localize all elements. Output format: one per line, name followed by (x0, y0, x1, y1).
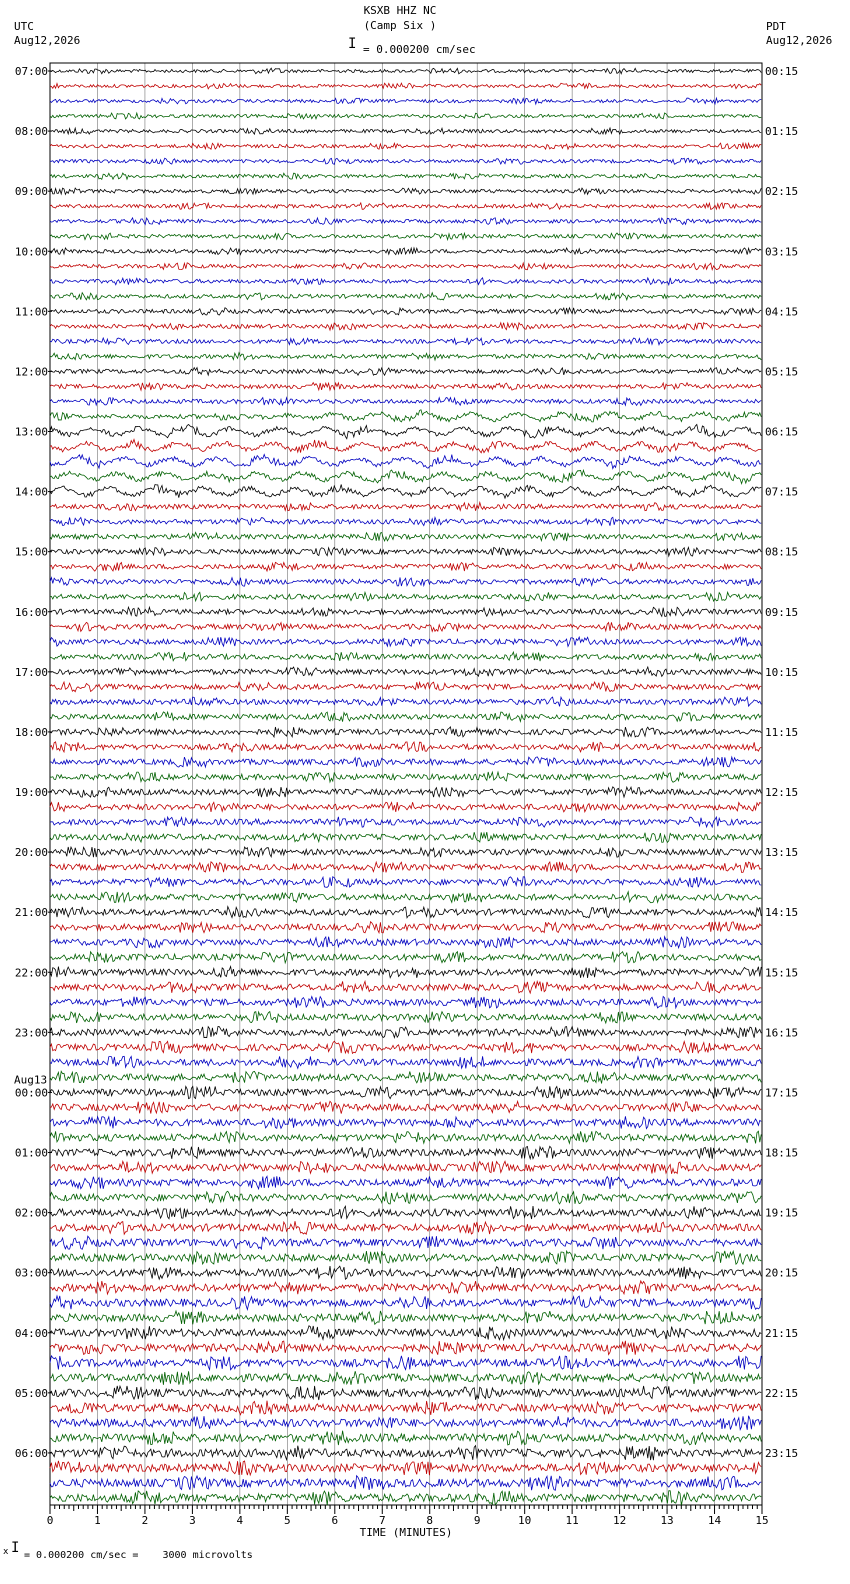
seismic-trace (50, 1116, 761, 1128)
utc-hour-label: 22:00 (14, 966, 48, 980)
seismic-trace (50, 981, 761, 993)
seismic-trace (50, 218, 761, 225)
seismic-trace (50, 293, 761, 300)
seismic-trace (50, 1311, 761, 1324)
left-timezone-label: UTC (14, 20, 34, 33)
seismic-trace (50, 757, 761, 767)
seismic-trace (50, 1401, 761, 1415)
hour-labels (14, 65, 798, 1460)
x-tick-label: 11 (565, 1514, 579, 1527)
x-tick-label: 0 (46, 1514, 54, 1527)
x-tick-label: 5 (284, 1514, 291, 1527)
seismic-trace (50, 877, 761, 888)
utc-hour-label: 09:00 (14, 185, 48, 199)
seismic-trace (50, 1461, 761, 1475)
seismic-trace (50, 547, 761, 556)
seismic-trace (50, 937, 761, 948)
utc-hour-label: 16:00 (14, 605, 48, 619)
seismic-trace (50, 1371, 761, 1385)
utc-hour-label: 17:00 (14, 665, 48, 679)
utc-hour-label: 19:00 (14, 786, 48, 800)
seismic-trace (50, 697, 761, 706)
pdt-hour-label: 15:15 (765, 966, 799, 980)
seismic-trace (50, 652, 761, 661)
seismic-trace (50, 368, 761, 376)
seismic-trace (50, 203, 761, 210)
plot-frame (50, 63, 762, 1505)
pdt-hour-label: 23:15 (765, 1446, 799, 1460)
seismic-trace (50, 1476, 761, 1491)
seismic-trace (50, 967, 761, 978)
utc-hour-label: 13:00 (14, 425, 48, 439)
pdt-hour-label: 04:15 (765, 305, 799, 319)
time-axis (47, 1505, 769, 1539)
pdt-hour-label: 00:15 (765, 65, 799, 78)
seismic-trace (50, 517, 761, 525)
seismic-trace (50, 832, 761, 842)
pdt-hour-label: 13:15 (765, 846, 799, 860)
pdt-hour-label: 18:15 (765, 1146, 799, 1160)
seismic-trace (50, 922, 761, 933)
seismic-trace (50, 532, 761, 541)
right-timezone-label: PDT (766, 20, 786, 33)
x-tick-label: 14 (707, 1514, 722, 1527)
seismic-trace (50, 817, 761, 827)
seismic-trace (50, 1041, 761, 1053)
seismic-trace (50, 454, 761, 468)
time-gridlines (50, 63, 762, 1505)
seismic-trace (50, 1131, 761, 1143)
seismic-trace (50, 1491, 761, 1506)
seismic-trace (50, 338, 761, 345)
seismic-trace (50, 188, 761, 194)
seismic-trace (50, 997, 761, 1008)
seismic-trace (50, 1086, 761, 1098)
footer-scale-bar-icon: I (11, 1540, 20, 1556)
seismic-traces (50, 68, 761, 1505)
seismic-trace (50, 742, 761, 752)
utc-hour-label: 01:00 (14, 1146, 48, 1160)
pdt-hour-label: 16:15 (765, 1026, 799, 1040)
pdt-hour-label: 19:15 (765, 1206, 799, 1220)
seismic-trace (50, 263, 761, 270)
x-tick-label: 13 (660, 1514, 674, 1527)
seismic-trace (50, 1296, 761, 1310)
seismic-trace (50, 892, 761, 903)
right-date-label: Aug12,2026 (766, 34, 833, 47)
seismic-trace (50, 1206, 761, 1219)
utc-hour-label: 18:00 (14, 725, 48, 739)
pdt-hour-label: 20:15 (765, 1266, 799, 1280)
pdt-hour-label: 08:15 (765, 545, 799, 559)
pdt-hour-label: 02:15 (765, 185, 799, 199)
utc-hour-label: 02:00 (14, 1206, 48, 1220)
utc-hour-label: 20:00 (14, 846, 48, 860)
seismic-trace (50, 847, 761, 857)
utc-hour-label: 07:00 (14, 65, 48, 78)
utc-hour-label: 06:00 (14, 1446, 48, 1460)
utc-hour-label: 08:00 (14, 125, 48, 139)
pdt-hour-label: 12:15 (765, 786, 799, 800)
pdt-hour-label: 11:15 (765, 725, 799, 739)
seismic-trace (50, 667, 761, 676)
x-tick-label: 1 (94, 1514, 101, 1527)
seismic-trace (50, 772, 761, 782)
scale-label: = 0.000200 cm/sec (363, 43, 476, 56)
seismic-trace (50, 1012, 761, 1023)
pdt-hour-label: 14:15 (765, 906, 799, 920)
seismic-trace (50, 323, 761, 330)
seismic-trace (50, 470, 761, 484)
seismic-trace (50, 1446, 761, 1461)
seismic-trace (50, 1056, 761, 1068)
seismic-trace (50, 562, 761, 571)
seismic-trace (50, 383, 761, 391)
utc-hour-label: 05:00 (14, 1386, 48, 1400)
seismic-trace (50, 353, 761, 360)
seismic-trace (50, 577, 761, 586)
seismic-trace (50, 1386, 761, 1400)
x-tick-label: 10 (518, 1514, 532, 1527)
seismic-trace (50, 1071, 761, 1083)
pdt-hour-label: 05:15 (765, 365, 799, 379)
seismic-trace (50, 727, 761, 737)
seismic-trace (50, 1266, 761, 1279)
pdt-hour-label: 17:15 (765, 1086, 799, 1100)
pdt-hour-label: 06:15 (765, 425, 799, 439)
seismic-trace (50, 128, 761, 134)
seismic-trace (50, 1191, 761, 1204)
seismic-trace (50, 485, 761, 499)
seismic-trace (50, 425, 761, 439)
seismic-trace (50, 1146, 761, 1159)
utc-hour-label: 21:00 (14, 906, 48, 920)
utc-hour-label: 12:00 (14, 365, 48, 379)
seismic-trace (50, 1281, 761, 1294)
date-change-label: Aug13 (14, 1073, 48, 1087)
seismic-trace (50, 1431, 761, 1445)
seismic-trace (50, 607, 761, 616)
utc-hour-label: 00:00 (14, 1086, 48, 1100)
seismic-trace (50, 1101, 761, 1113)
utc-hour-label: 04:00 (14, 1326, 48, 1340)
x-tick-label: 2 (141, 1514, 149, 1527)
seismic-trace (50, 278, 761, 285)
seismic-trace (50, 1356, 761, 1370)
pdt-hour-label: 21:15 (765, 1326, 799, 1340)
x-tick-label: 8 (426, 1514, 434, 1527)
x-tick-label: 6 (331, 1514, 339, 1527)
utc-hour-label: 23:00 (14, 1026, 48, 1040)
seismic-trace (50, 1176, 761, 1189)
utc-hour-label: 10:00 (14, 245, 48, 259)
seismic-trace (50, 637, 761, 646)
seismic-trace (50, 1341, 761, 1355)
seismic-trace (50, 1416, 761, 1430)
x-tick-label: 3 (189, 1514, 196, 1527)
seismic-trace (50, 1326, 761, 1340)
seismic-trace (50, 907, 761, 918)
pdt-hour-label: 01:15 (765, 125, 799, 139)
seismic-trace (50, 502, 761, 510)
seismic-trace (50, 68, 761, 74)
seismic-trace (50, 952, 761, 963)
x-tick-label: 7 (378, 1514, 386, 1527)
x-tick-label: 9 (473, 1514, 481, 1527)
seismic-trace (50, 622, 761, 631)
seismic-trace (50, 592, 761, 601)
pdt-hour-label: 22:15 (765, 1386, 799, 1400)
seismic-trace (50, 410, 761, 422)
seismic-trace (50, 113, 761, 119)
seismic-trace (50, 862, 761, 873)
seismic-trace (50, 802, 761, 812)
seismic-trace (50, 787, 761, 797)
seismic-trace (50, 98, 761, 104)
station-location: (Camp Six ) (363, 19, 437, 32)
pdt-hour-label: 09:15 (765, 605, 799, 619)
pdt-hour-label: 03:15 (765, 245, 799, 259)
x-axis-label: TIME (MINUTES) (359, 1526, 453, 1539)
seismic-trace (50, 682, 761, 692)
pdt-hour-label: 07:15 (765, 485, 799, 499)
left-date-label: Aug12,2026 (14, 34, 81, 47)
seismic-trace (50, 308, 761, 315)
seismic-trace (50, 83, 761, 89)
seismic-trace (50, 439, 761, 452)
utc-hour-label: 11:00 (14, 305, 48, 319)
seismic-trace (50, 712, 761, 722)
scale-bar-icon: I (348, 36, 357, 52)
seismic-trace (50, 1027, 761, 1038)
station-title: KSXB HHZ NC (363, 4, 437, 17)
seismic-trace (50, 173, 761, 179)
seismic-trace (50, 248, 761, 255)
seismic-trace (50, 1221, 761, 1234)
seismic-trace (50, 143, 761, 149)
seismic-trace (50, 1236, 761, 1249)
utc-hour-label: 15:00 (14, 545, 48, 559)
utc-hour-label: 03:00 (14, 1266, 48, 1280)
x-tick-label: 4 (236, 1514, 244, 1527)
seismic-trace (50, 158, 761, 164)
pdt-hour-label: 10:15 (765, 665, 799, 679)
x-tick-label: 12 (612, 1514, 627, 1527)
footer-marker-icon: x (3, 1547, 9, 1557)
x-tick-label: 15 (755, 1514, 769, 1527)
footer-scale-text: = 0.000200 cm/sec = 3000 microvolts (24, 1550, 253, 1561)
seismic-trace (50, 398, 761, 406)
seismic-trace (50, 1161, 761, 1174)
utc-hour-label: 14:00 (14, 485, 48, 499)
seismic-trace (50, 233, 761, 240)
seismic-trace (50, 1251, 761, 1265)
